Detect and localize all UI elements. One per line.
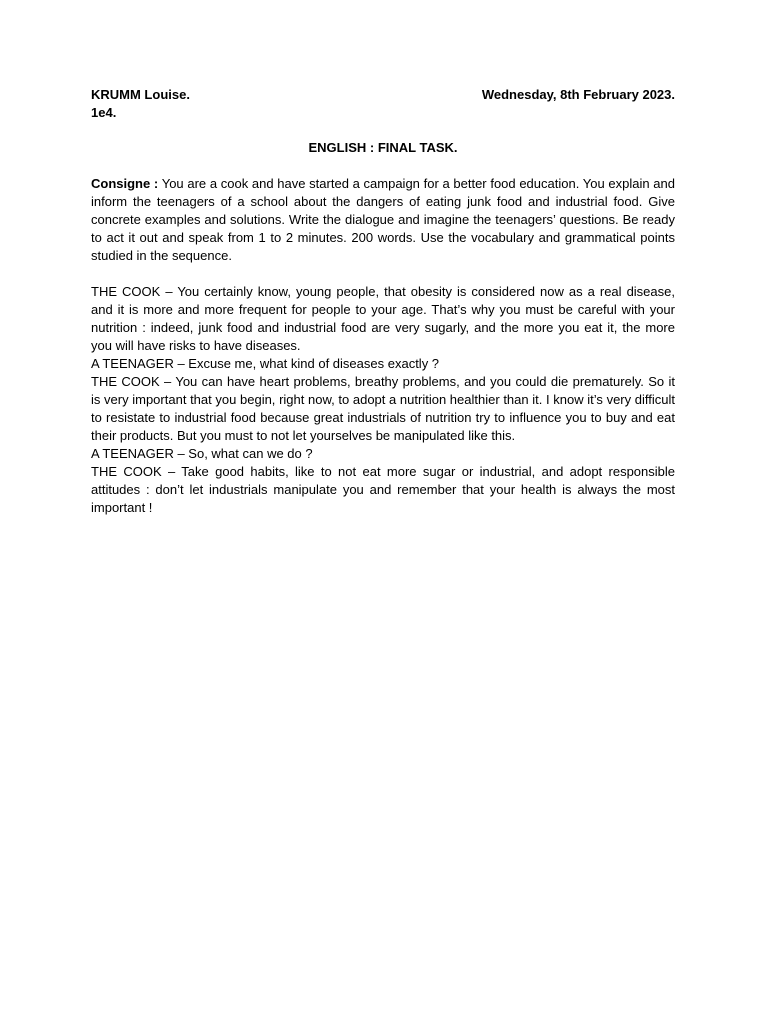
class-label: 1e4. [91, 105, 117, 120]
dialogue-line: THE COOK – You can have heart problems, breathy problems, and you could die prematurely. So it is very important that you begin, right now, to adopt a nutrition healthier than it. I know it’s very difficult to resistate to industrial food because great industrials of nutrition try to influence you to buy and eat their products. But you must to not let yourselves be manipulated like this. [91, 374, 675, 443]
instructions-paragraph [91, 175, 675, 265]
document-date: Wednesday, 8th February 2023. [481, 87, 675, 102]
instructions-text: You are a cook and have started a campaign for a better food education. You explain and inform the teenagers of a school about the dangers of eating junk food and industrial food. Give concrete examples and solutions. Write the dialogue and imagine the teenagers’ questions. Be ready to act it out and speak from 1 to 2 minutes. 200 words. Use the vocabulary and grammatical points studied in the sequence. [91, 176, 675, 263]
dialogue [91, 283, 675, 517]
document-title: ENGLISH : FINAL TASK. [308, 140, 458, 155]
dialogue-line: THE COOK – Take good habits, like to not eat more sugar or industrial, and adopt responsible attitudes : don’t let industrials manipulate you and remember that your health is always the most important ! [91, 464, 675, 515]
student-name: KRUMM Louise. [91, 87, 190, 102]
instructions-label: Consigne : [91, 176, 159, 191]
document-header [91, 86, 675, 104]
document-page [91, 86, 675, 517]
dialogue-line: A TEENAGER – So, what can we do ? [91, 446, 313, 461]
dialogue-line: THE COOK – You certainly know, young people, that obesity is considered now as a real disease, and it is more and more frequent for people to your age. That’s why you must be careful with your nutrition : indeed, junk food and industrial food are very sugarly, and the more you eat it, the more you will have risks to have diseases. [91, 284, 675, 353]
dialogue-line: A TEENAGER – Excuse me, what kind of diseases exactly ? [91, 356, 440, 371]
